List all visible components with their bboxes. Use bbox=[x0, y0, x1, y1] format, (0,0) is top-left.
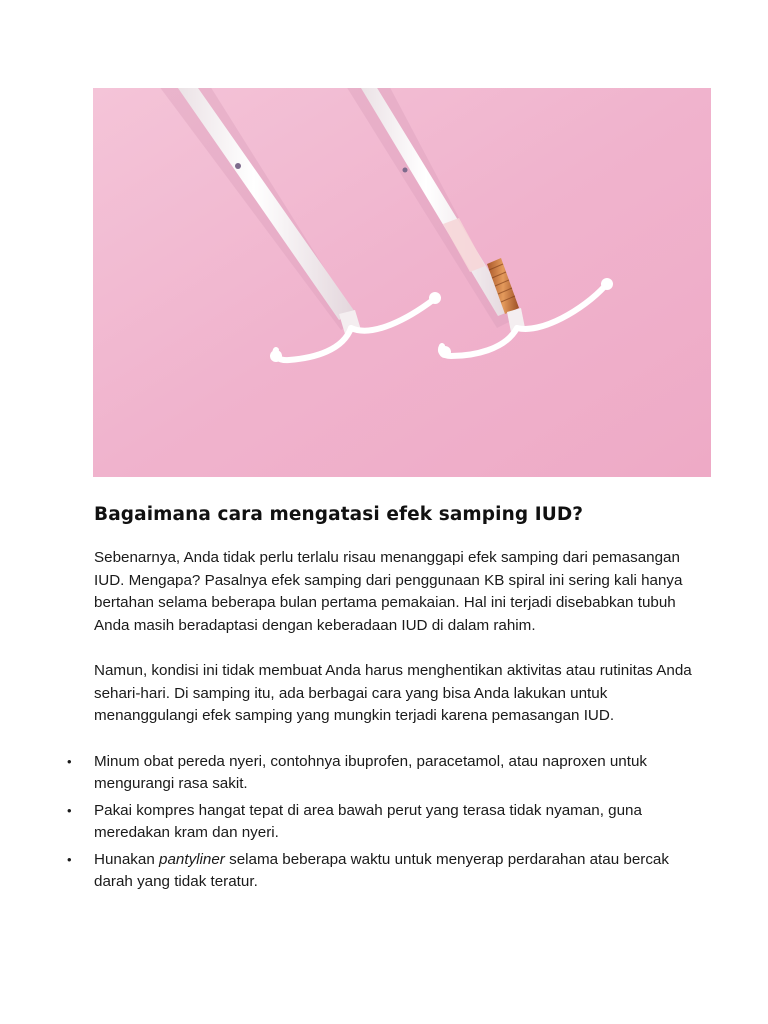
list-item-text-after: selama beberapa waktu untuk menyerap perdarahan atau bercak darah yang tidak teratur. bbox=[94, 850, 669, 890]
tips-list bbox=[67, 751, 694, 893]
article-content bbox=[67, 502, 694, 898]
list-item-emphasis: pantyliner bbox=[159, 850, 225, 868]
article-heading: Bagaimana cara mengatasi efek samping IUD? bbox=[94, 504, 584, 525]
bullet-icon: • bbox=[67, 851, 72, 867]
article-paragraph: Sebenarnya, Anda tidak perlu terlalu risau menanggapi efek samping dari pemasangan IUD. Mengapa? Pasalnya efek samping dari penggunaan KB spiral ini sering kali hanya bertahan selama beberapa bulan pertama pemakaian. Hal ini terjadi disebabkan tubuh Anda masih beradaptasi dengan keberadaan IUD di dalam rahim. bbox=[94, 549, 683, 634]
list-item-text: Minum obat pereda nyeri, contohnya ibuprofen, paracetamol, atau naproxen untuk mengurangi rasa sakit. bbox=[94, 752, 648, 792]
list-item bbox=[67, 751, 694, 795]
iud-photo-illustration bbox=[93, 88, 711, 477]
article-photo bbox=[93, 88, 711, 477]
bullet-icon: • bbox=[67, 802, 72, 818]
list-item bbox=[67, 800, 694, 844]
bullet-icon: • bbox=[67, 753, 72, 769]
list-item bbox=[67, 849, 694, 893]
list-item-text-before: Hunakan bbox=[94, 850, 160, 868]
list-item-text: Pakai kompres hangat tepat di area bawah perut yang terasa tidak nyaman, guna meredakan kram dan nyeri. bbox=[94, 801, 642, 841]
article-paragraph: Namun, kondisi ini tidak membuat Anda harus menghentikan aktivitas atau rutinitas Anda sehari-hari. Di samping itu, ada berbagai cara yang bisa Anda lakukan untuk menanggulangi efek samping yang mungkin terjadi karena pemasangan IUD. bbox=[94, 662, 692, 724]
